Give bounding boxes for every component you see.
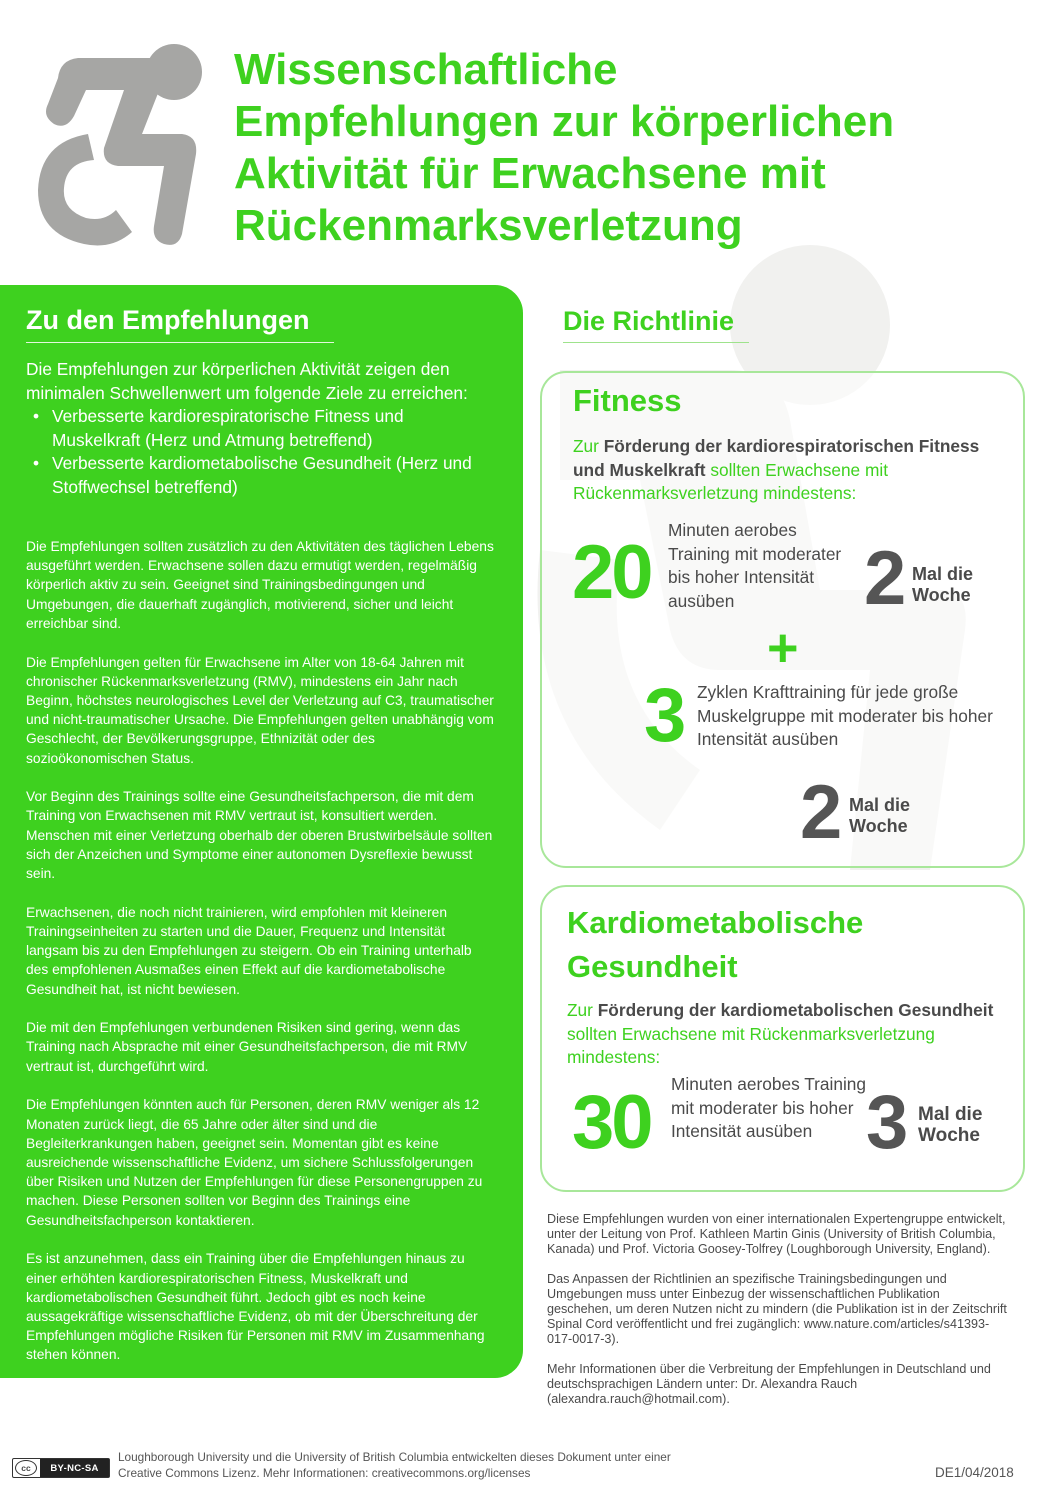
strength-description: Zyklen Krafttraining für jede große Muskelgruppe mit moderater bis hoher Intensität ausüben bbox=[697, 682, 993, 749]
frequency-label: Mal die Woche bbox=[918, 1104, 983, 1146]
list-item: • Verbesserte kardiometabolische Gesundheit (Herz und Stoffwechsel betreffend) bbox=[26, 452, 496, 499]
box-title: Kardiometabolische Gesundheit bbox=[567, 905, 864, 984]
paragraph: Die Empfehlungen könnten auch für Personen, deren RMV weniger als 12 Monaten zurück liegt, die 65 Jahre oder älter sind und die Begleiterkrankungen haben, geeignet sein. Momentan gibt es keine ausreichende wissenschaftliche Evidenz, um sichere Schlussfolgerungen über Risiken und Nutzen der Empfehlungen für diese Personengruppen zu machen. Diese Personen sollten vor Beginn des Trainings eine Gesundheitsfachperson kontaktieren. bbox=[26, 1097, 483, 1228]
intro-post: sollten Erwachsene mit Rückenmarksverletzung mindestens: bbox=[573, 459, 889, 503]
aerobic-minutes-number: 30 bbox=[572, 1080, 651, 1165]
paragraph: Es ist anzunehmen, dass ein Training über die Empfehlungen hinaus zu einer erhöhten kardiorespiratorischen Fitness, Muskelkraft und kardiometabolischen Gesundheit führt. Jedoch gibt es noch keine aussagekräftige wissenschaftliche Evidenz, ob mit der Überschreitung der Empfehlungen mögliche Risiken für Personen mit RMV im Zusammenhang stehen können. bbox=[26, 1251, 485, 1363]
license-label: BY-NC-SA bbox=[40, 1459, 109, 1477]
strength-frequency-number: 2 bbox=[800, 770, 843, 855]
aerobic-frequency-label: Mal die Woche bbox=[912, 564, 974, 605]
note-paragraph: Das Anpassen der Richtlinien an spezifische Trainingsbedingungen und Umgebungen muss unter Einbezug der wissenschaftlichen Publikation geschehen, um deren Nutzen nicht zu mindern (die Publikation ist in der Zeitschrift Spinal Cord veröffentlicht und frei zugänglich: www.nature.com/articles/s41393-017-0017-3). bbox=[547, 1271, 1007, 1347]
intro-block bbox=[26, 358, 496, 499]
paragraph: Die mit den Empfehlungen verbundenen Risiken sind gering, wenn das Training nach Absprache mit einer Gesundheitsfachperson, die mit RMV vertraut ist, durchgeführt wird. bbox=[26, 1020, 468, 1074]
notes bbox=[547, 1212, 1007, 1421]
note-paragraph: Diese Empfehlungen wurden von einer internationalen Expertengruppe entwickelt, unter der Leitung von Prof. Kathleen Martin Ginis (University of British Columbia, Kanada) und Prof. Victoria Goosey-Tolfrey (Loughborough University, England). bbox=[547, 1212, 1006, 1257]
cc-icon: cc bbox=[15, 1460, 37, 1476]
box-title: Fitness bbox=[573, 383, 682, 418]
note-paragraph: Mehr Informationen über die Verbreitung der Empfehlungen in Deutschland und deutschsprachigen Ländern unter: Dr. Alexandra Rauch (alexandra.rauch@hotmail.com). bbox=[547, 1361, 991, 1407]
goals-list bbox=[26, 405, 496, 499]
title-line: Wissenschaftliche bbox=[234, 45, 618, 94]
intro-post: sollten Erwachsene mit Rückenmarksverletzung mindestens: bbox=[567, 1023, 935, 1067]
title-line: Aktivität für Erwachsene mit bbox=[234, 149, 826, 198]
guideline-heading: Die Richtlinie bbox=[563, 306, 749, 343]
intro-pre: Zur bbox=[573, 436, 604, 456]
intro-text: Die Empfehlungen zur körperlichen Aktivität zeigen den minimalen Schwellenwert um folgende Ziele zu erreichen: bbox=[26, 359, 468, 403]
list-item: • Verbesserte kardiorespiratorische Fitness und Muskelkraft (Herz und Atmung betreffend) bbox=[26, 405, 496, 452]
accessible-wheelchair-icon bbox=[32, 38, 212, 250]
paragraph: Die Empfehlungen sollten zusätzlich zu den Aktivitäten des täglichen Lebens ausgeführt werden. Erwachsene sollen dazu ermutigt werden, regelmäßig körperlich aktiv zu sein. Geeignet sind Trainingsbedingungen und Umgebungen, die dauerhaft zugänglich, motivierend, sicher und leicht erreichbar sind. bbox=[26, 539, 494, 631]
title-line: Empfehlungen zur körperlichen bbox=[234, 97, 895, 146]
aerobic-minutes-number: 20 bbox=[572, 530, 651, 615]
intro-bold: Förderung der kardiometabolischen Gesundheit bbox=[597, 1000, 994, 1020]
intro-pre: Zur bbox=[567, 1000, 598, 1020]
strength-sets-number: 3 bbox=[644, 673, 684, 758]
box-intro bbox=[573, 435, 993, 506]
aerobic-frequency-number: 2 bbox=[864, 536, 907, 621]
strength-frequency-label: Mal die Woche bbox=[849, 795, 911, 836]
aerobic-description: Minuten aerobes Training mit moderater bis hoher Intensität ausüben bbox=[671, 1074, 867, 1141]
cardiometabolic-box bbox=[540, 885, 1025, 1192]
frequency-number: 3 bbox=[866, 1080, 909, 1165]
paragraph: Die Empfehlungen gelten für Erwachsene im Alter von 18-64 Jahren mit chronischer Rückenmarksverletzung (RMV), mindestens ein Jahr nach Beginn, höchstes neurologisches Level der Verletzung auf C3, traumatischer und nicht-traumatischer Ursache. Die Empfehlungen gelten unabhängig vom Geschlecht, der Bevölkerungsgruppe, Ethnizität oder des sozioökonomischen Status. bbox=[26, 654, 494, 766]
page-title bbox=[234, 44, 1034, 252]
paragraph: Erwachsenen, die noch nicht trainieren, wird empfohlen mit kleineren Trainingseinheiten zu starten und die Dauer, Frequenz und Intensität langsam bis zu den Empfehlungen zu steigern. Ob ein Training unterhalb des empfohlenen Ausmaßes einen Effekt auf die kardiometabolische Gesundheit hat, ist nicht bewiesen. bbox=[26, 904, 472, 997]
aerobic-description: Minuten aerobes Training mit moderater bis hoher Intensität ausüben bbox=[668, 520, 842, 611]
intro-bold: Förderung der kardiorespiratorischen Fitness und Muskelkraft bbox=[573, 436, 980, 480]
document-code: DE1/04/2018 bbox=[935, 1465, 1014, 1480]
footer-text: Loughborough University und die University of British Columbia entwickelten dieses Dokument unter einer Creative Commons Lizenz. Mehr Informationen: creativecommons.org/licenses bbox=[118, 1450, 671, 1480]
fitness-box bbox=[540, 371, 1025, 868]
box-intro bbox=[567, 999, 1017, 1070]
creative-commons-badge bbox=[12, 1458, 110, 1478]
plus-icon: + bbox=[767, 618, 799, 678]
section-heading: Zu den Empfehlungen bbox=[26, 305, 334, 343]
paragraph: Vor Beginn des Trainings sollte eine Gesundheitsfachperson, die mit dem Training von Erwachsenen mit RMV vertraut ist, konsultiert werden. Menschen mit einer Verletzung oberhalb der oberen Brustwirbelsäule sollten sich der Anzeichen und Symptome einer autonomen Dysreflexie bewusst sein. bbox=[26, 789, 493, 882]
details-text bbox=[26, 537, 496, 1384]
recommendations-panel bbox=[0, 285, 523, 1378]
title-line: Rückenmarksverletzung bbox=[234, 201, 743, 250]
